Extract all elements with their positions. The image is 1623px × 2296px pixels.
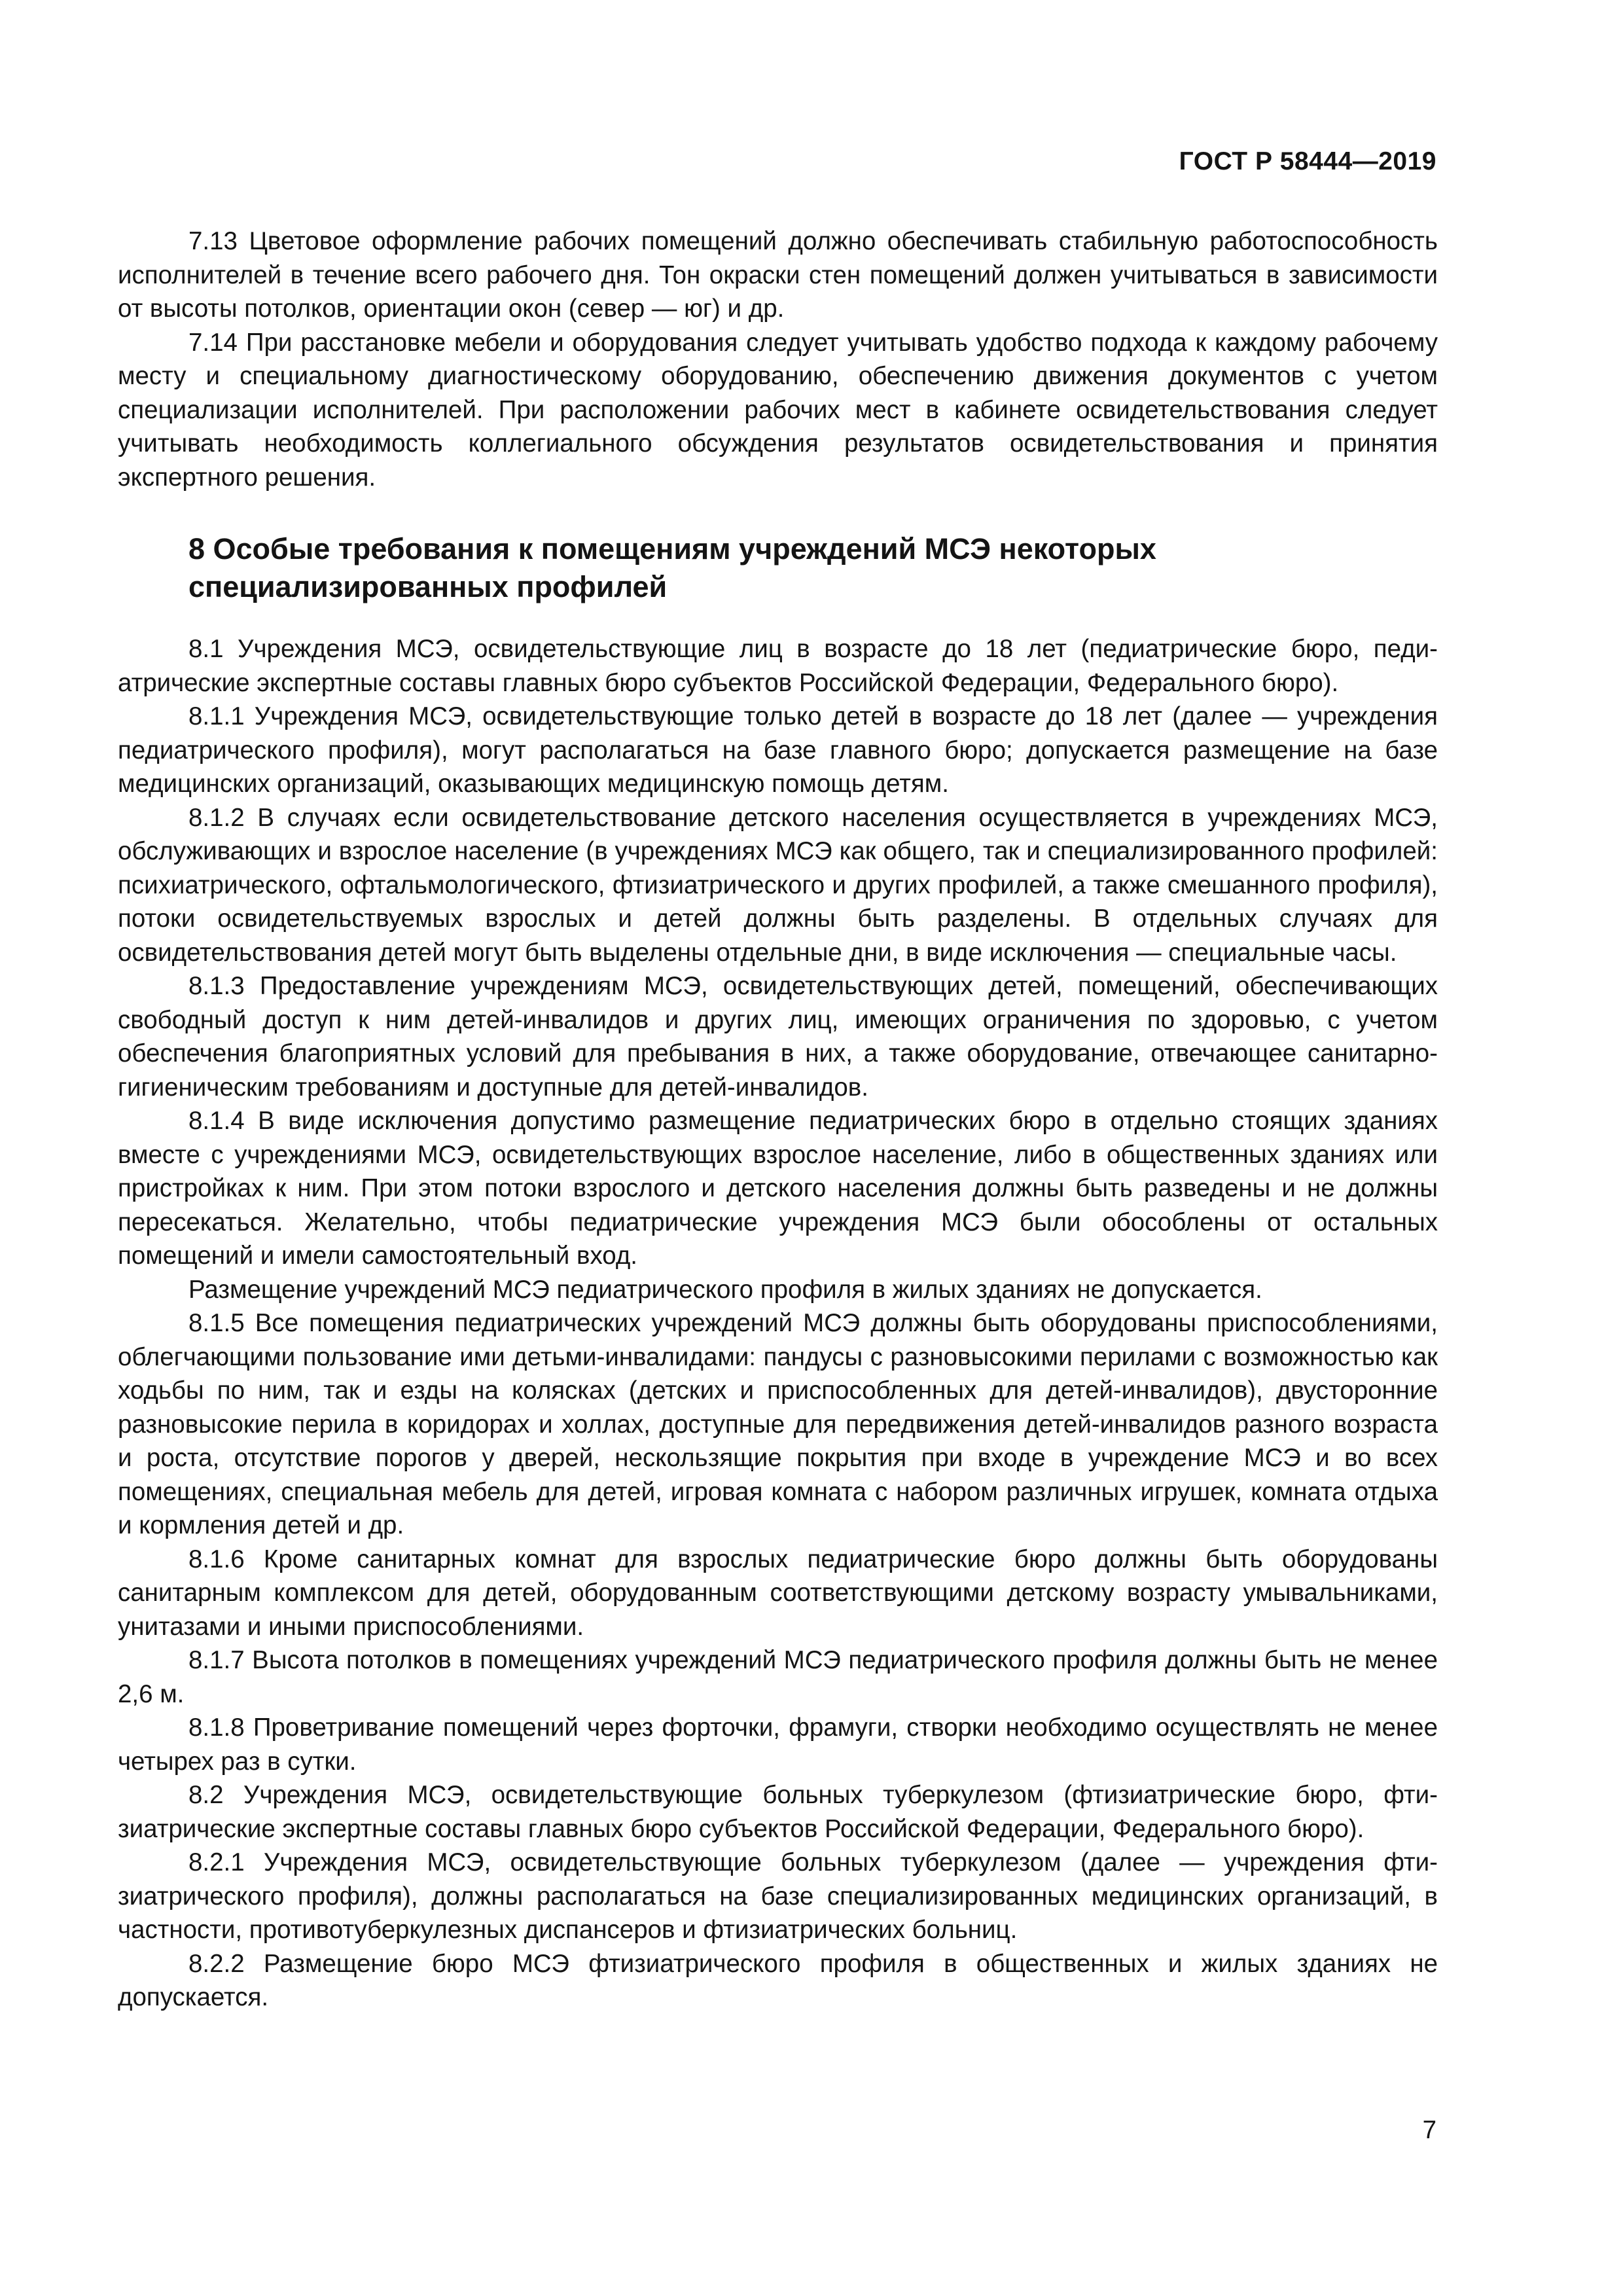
document-body bbox=[118, 224, 1438, 2015]
document-code: ГОСТ Р 58444—2019 bbox=[1179, 147, 1436, 175]
paragraph-8-1-4-note: Размещение учреждений МСЭ педиатрического профиля в жилых зданиях не допускается. bbox=[188, 1275, 1262, 1304]
paragraph-8-1: 8.1 Учреждения МСЭ, освидетельствующие лиц в возрасте до 18 лет (педиатрические бюро, педиатрические экспертные составы главных бюро субъектов Российской Федерации, Федерального бюро). bbox=[118, 635, 1438, 697]
paragraph-8-1-6: 8.1.6 Кроме санитарных комнат для взрослых педиатрические бюро должны быть оборудованы санитарным комплексом для детей, оборудованным соответствующими детскому возрасту умывальниками, унитазами и иными приспособлениями. bbox=[118, 1545, 1438, 1641]
paragraph-7-14: 7.14 При расстановке мебели и оборудования следует учитывать удобство подхода к каждому рабочему месту и специальному диагностическому оборудованию, обеспечению движения документов с учетом специализации исполнителей. При расположении рабочих мест в кабинете освидетельствования следует учитывать необходимость коллегиального обсуждения результатов освидетельствования и принятия экспертного решения. bbox=[118, 328, 1438, 492]
paragraph-8-1-5: 8.1.5 Все помещения педиатрических учреждений МСЭ должны быть оборудованы приспособлениями, облегчающими пользование ими детьми-инвалидами: пандусы с разновысокими перилами с возможностью как ходьбы по ним, так и езды на колясках (детских и приспособленных для детей-инвалидов), двусторонние разновысокие перила в коридорах и холлах, доступные для передвижения детей-инвалидов разного возраста и роста, отсутствие порогов у дверей, нескользящие покрытия при входе в учреждение МСЭ и во всех помещениях, специальная мебель для детей, игровая комната с набором различных игрушек, комната отдыха и кормления детей и др. bbox=[118, 1309, 1438, 1539]
paragraph-8-1-3: 8.1.3 Предоставление учреждениям МСЭ, освидетельствующих детей, помещений, обеспечивающих свободный доступ к ним детей-инвалидов и других лиц, имеющих ограничения по здоровью, с учетом обеспечения благоприятных условий для пребывания в них, а также оборудование, отвечающее санитарно-гигиеническим требованиям и доступные для детей-инвалидов. bbox=[118, 972, 1438, 1102]
page-number: 7 bbox=[1422, 2116, 1436, 2144]
paragraph-8-1-7: 8.1.7 Высота потолков в помещениях учреждений МСЭ педиатрического профиля должны быть не менее 2,6 м. bbox=[118, 1646, 1438, 1708]
paragraph-7-13: 7.13 Цветовое оформление рабочих помещений должно обеспечивать стабильную работоспособность исполнителей в течение всего рабочего дня. Тон окраски стен помещений должен учитываться в зависимости от высоты потолков, ориентации окон (север — юг) и др. bbox=[118, 227, 1438, 323]
section-8-heading: 8 Особые требования к помещениям учреждений МСЭ некоторых специализированных профилей bbox=[188, 532, 1156, 603]
paragraph-8-1-8: 8.1.8 Проветривание помещений через форточки, фрамуги, створки необходимо осуществлять не менее четырех раз в сутки. bbox=[118, 1713, 1438, 1776]
paragraph-8-2-2: 8.2.2 Размещение бюро МСЭ фтизиатрического профиля в общественных и жилых зданиях не допускается. bbox=[118, 1949, 1438, 2011]
paragraph-8-1-2: 8.1.2 В случаях если освидетельствование детского населения осуществляется в учреждениях МСЭ, обслуживающих и взрослое население (в учреждениях МСЭ как общего, так и специализированного профилей: психиатрического, офтальмологического, фтизиатрического и других профилей, а также смешанного профиля), потоки освидетельствуемых взрослых и детей должны быть разделены. В отдельных случаях для освидетельствования детей могут быть выделены отдельные дни, в виде исключения — специальные часы. bbox=[118, 803, 1438, 967]
paragraph-8-2-1: 8.2.1 Учреждения МСЭ, освидетельствующие больных туберкулезом (далее — учреждения фтизиатрического профиля), должны располагаться на базе специализированных медицинских организаций, в частности, противотуберкулезных диспансеров и фтизиатрических больниц. bbox=[118, 1848, 1438, 1944]
paragraph-8-1-4: 8.1.4 В виде исключения допустимо размещение педиатрических бюро в отдельно стоящих зданиях вместе с учреждениями МСЭ, освидетельствующих взрослое население, либо в общественных зданиях или пристройках к ним. При этом потоки взрослого и детского населения должны быть разведены и не должны пересекаться. Желательно, чтобы педиатрические учреждения МСЭ были обособлены от остальных помещений и имели самостоятельный вход. bbox=[118, 1107, 1438, 1270]
paragraph-8-1-1: 8.1.1 Учреждения МСЭ, освидетельствующие только детей в возрасте до 18 лет (далее — учреждения педиатрического профиля), могут располагаться на базе главного бюро; допускается размещение на базе медицинских организаций, оказывающих медицинскую помощь детям. bbox=[118, 702, 1438, 798]
paragraph-8-2: 8.2 Учреждения МСЭ, освидетельствующие больных туберкулезом (фтизиатрические бюро, фтизиатрические экспертные составы главных бюро субъектов Российской Федерации, Федерального бюро). bbox=[118, 1781, 1438, 1843]
